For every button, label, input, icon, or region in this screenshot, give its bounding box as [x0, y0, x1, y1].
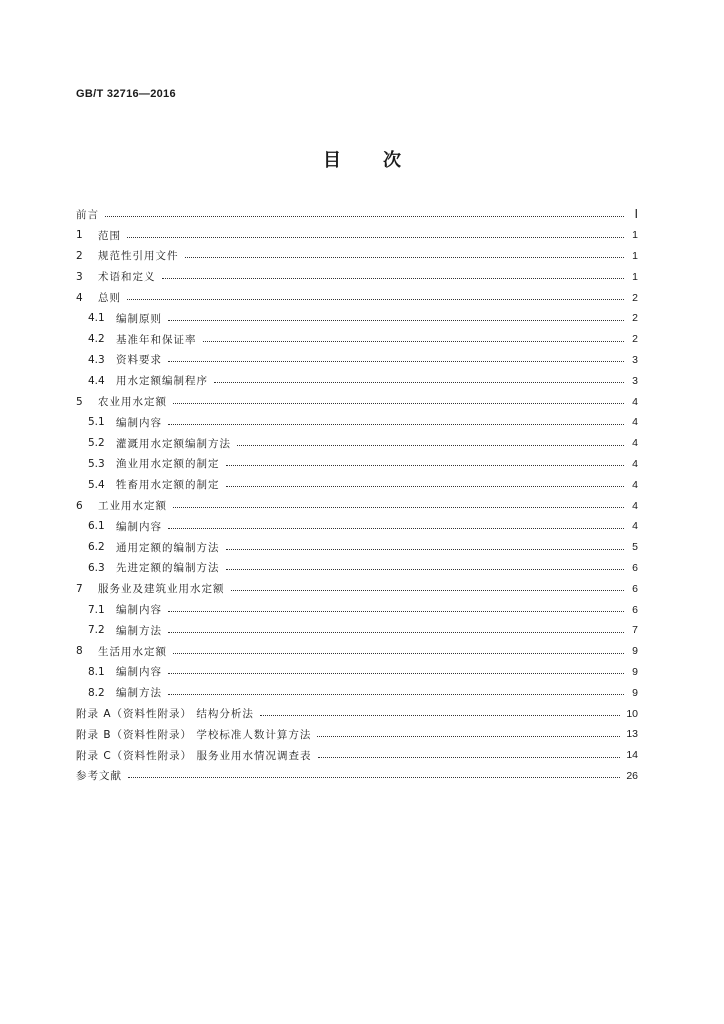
toc-entry-label: 编制方法 [116, 687, 162, 700]
toc-entry-number: 8.2 [88, 686, 105, 699]
toc-entry-label: 渔业用水定额的制定 [116, 458, 220, 471]
toc-entry-page-number: 4 [632, 478, 638, 491]
page-title: 目次 [323, 150, 443, 171]
toc-entry[interactable] [76, 204, 638, 225]
toc-entry[interactable] [76, 724, 638, 745]
toc-entry[interactable] [76, 433, 638, 454]
toc-entry-label: 前言 [76, 208, 99, 221]
toc-entry[interactable] [76, 766, 638, 787]
toc-entry-page-number: 1 [632, 270, 638, 283]
toc-entry-number: 6 [76, 499, 83, 512]
table-of-contents [76, 204, 638, 786]
toc-entry-number: 6.1 [88, 520, 105, 533]
toc-entry-number: 8.1 [88, 665, 105, 678]
toc-entry[interactable] [76, 558, 638, 579]
toc-entry-label: 灌溉用水定额编制方法 [116, 437, 231, 450]
toc-entry-number: 5 [76, 395, 83, 408]
toc-entry-label: 通用定额的编制方法 [116, 541, 220, 554]
toc-entry[interactable] [76, 329, 638, 350]
toc-entry[interactable] [76, 703, 638, 724]
toc-entry-page-number: 13 [626, 728, 638, 741]
toc-entry-page-number: 6 [632, 603, 638, 616]
toc-entry-label: 工业用水定额 [98, 500, 167, 513]
toc-entry-number: 7.1 [88, 603, 105, 616]
toc-entry[interactable] [76, 537, 638, 558]
toc-entry[interactable] [76, 287, 638, 308]
toc-entry-page-number: 4 [632, 437, 638, 450]
toc-entry-number: 6.2 [88, 541, 105, 554]
dot-leader [226, 569, 625, 570]
toc-entry-page-number: Ⅰ [634, 206, 638, 221]
toc-entry-number: 2 [76, 249, 83, 262]
toc-entry-page-number: 4 [632, 457, 638, 470]
toc-entry-number: 4.2 [88, 333, 105, 346]
toc-entry-number: 5.2 [88, 437, 105, 450]
toc-entry-label: 用水定额编制程序 [116, 375, 208, 388]
toc-entry-number: 3 [76, 270, 83, 283]
dot-leader [168, 361, 624, 362]
toc-entry-page-number: 2 [632, 291, 638, 304]
dot-leader [226, 465, 625, 466]
toc-entry[interactable] [76, 516, 638, 537]
toc-entry-page-number: 9 [632, 645, 638, 658]
dot-leader [317, 736, 620, 737]
dot-leader [168, 320, 624, 321]
toc-entry[interactable] [76, 474, 638, 495]
toc-entry-label: 农业用水定额 [98, 396, 167, 409]
toc-entry-label: 先进定额的编制方法 [116, 562, 220, 575]
dot-leader [168, 528, 624, 529]
dot-leader [214, 382, 624, 383]
toc-entry-page-number: 1 [632, 249, 638, 262]
toc-entry-label: 编制内容 [116, 666, 162, 679]
toc-entry-number: 8 [76, 645, 83, 658]
toc-entry[interactable] [76, 391, 638, 412]
toc-entry[interactable] [76, 308, 638, 329]
dot-leader [168, 673, 624, 674]
toc-entry[interactable] [76, 454, 638, 475]
toc-entry-label: 术语和定义 [98, 271, 156, 284]
toc-entry[interactable] [76, 495, 638, 516]
toc-entry[interactable] [76, 412, 638, 433]
toc-entry-label: 编制原则 [116, 312, 162, 325]
dot-leader [173, 507, 624, 508]
toc-entry-page-number: 2 [632, 333, 638, 346]
toc-entry-number: 5.1 [88, 416, 105, 429]
toc-entry-number: 4.4 [88, 374, 105, 387]
toc-entry-label: 生活用水定额 [98, 645, 167, 658]
toc-entry-label: 规范性引用文件 [98, 250, 179, 263]
toc-entry-number: 5.4 [88, 478, 105, 491]
toc-entry-number: 4.3 [88, 353, 105, 366]
dot-leader [168, 611, 624, 612]
toc-entry-page-number: 6 [632, 561, 638, 574]
toc-entry[interactable] [76, 662, 638, 683]
dot-leader [162, 278, 625, 279]
dot-leader [231, 590, 625, 591]
toc-entry-page-number: 9 [632, 665, 638, 678]
toc-entry-number: 1 [76, 229, 83, 242]
toc-entry-page-number: 1 [632, 229, 638, 242]
toc-entry-label: 编制内容 [116, 416, 162, 429]
toc-entry[interactable] [76, 745, 638, 766]
toc-entry[interactable] [76, 370, 638, 391]
toc-entry-page-number: 9 [632, 686, 638, 699]
toc-entry-label: 编制内容 [116, 604, 162, 617]
toc-entry-label: 参考文献 [76, 770, 122, 783]
toc-entry-page-number: 4 [632, 395, 638, 408]
toc-entry-label: 基准年和保证率 [116, 333, 197, 346]
toc-entry-label: 服务业及建筑业用水定额 [98, 583, 225, 596]
toc-entry[interactable] [76, 350, 638, 371]
toc-entry[interactable] [76, 225, 638, 246]
dot-leader [168, 632, 624, 633]
dot-leader [173, 403, 624, 404]
dot-leader [260, 715, 620, 716]
toc-entry[interactable] [76, 578, 638, 599]
toc-entry-page-number: 4 [632, 499, 638, 512]
dot-leader [168, 694, 624, 695]
toc-entry-label: 范围 [98, 229, 121, 242]
dot-leader [173, 653, 624, 654]
dot-leader [226, 486, 625, 487]
toc-entry-page-number: 2 [632, 312, 638, 325]
toc-entry-page-number: 4 [632, 520, 638, 533]
toc-entry-label: 总则 [98, 292, 121, 305]
toc-entry-page-number: 10 [626, 707, 638, 720]
dot-leader [203, 341, 625, 342]
toc-entry-label: 资料要求 [116, 354, 162, 367]
toc-entry[interactable] [76, 266, 638, 287]
toc-entry-number: 5.3 [88, 457, 105, 470]
dot-leader [127, 237, 624, 238]
toc-entry[interactable] [76, 641, 638, 662]
toc-entry-number: 6.3 [88, 561, 105, 574]
toc-entry-label: 附录 C（资料性附录） 服务业用水情况调查表 [76, 749, 312, 762]
toc-entry-number: 4.1 [88, 312, 105, 325]
toc-entry[interactable] [76, 246, 638, 267]
dot-leader [185, 257, 625, 258]
toc-entry-number: 7 [76, 582, 83, 595]
toc-entry-label: 附录 A（资料性附录） 结构分析法 [76, 708, 254, 721]
toc-entry-number: 4 [76, 291, 83, 304]
dot-leader [168, 424, 624, 425]
standard-code: GB/T 32716—2016 [76, 88, 176, 100]
toc-entry[interactable] [76, 682, 638, 703]
dot-leader [127, 299, 624, 300]
toc-entry-page-number: 7 [632, 624, 638, 637]
toc-entry-page-number: 6 [632, 582, 638, 595]
toc-entry-label: 牲畜用水定额的制定 [116, 479, 220, 492]
toc-entry-label: 编制方法 [116, 624, 162, 637]
dot-leader [226, 549, 625, 550]
toc-entry-page-number: 4 [632, 416, 638, 429]
toc-entry-page-number: 26 [626, 769, 638, 782]
toc-entry-page-number: 14 [626, 749, 638, 762]
dot-leader [318, 757, 621, 758]
toc-entry[interactable] [76, 620, 638, 641]
toc-entry-page-number: 5 [632, 541, 638, 554]
toc-entry[interactable] [76, 599, 638, 620]
toc-entry-number: 7.2 [88, 624, 105, 637]
toc-entry-label: 附录 B（资料性附录） 学校标准人数计算方法 [76, 728, 312, 741]
dot-leader [105, 216, 624, 217]
toc-entry-page-number: 3 [632, 374, 638, 387]
toc-entry-label: 编制内容 [116, 520, 162, 533]
dot-leader [128, 777, 620, 778]
toc-entry-page-number: 3 [632, 353, 638, 366]
dot-leader [237, 445, 624, 446]
